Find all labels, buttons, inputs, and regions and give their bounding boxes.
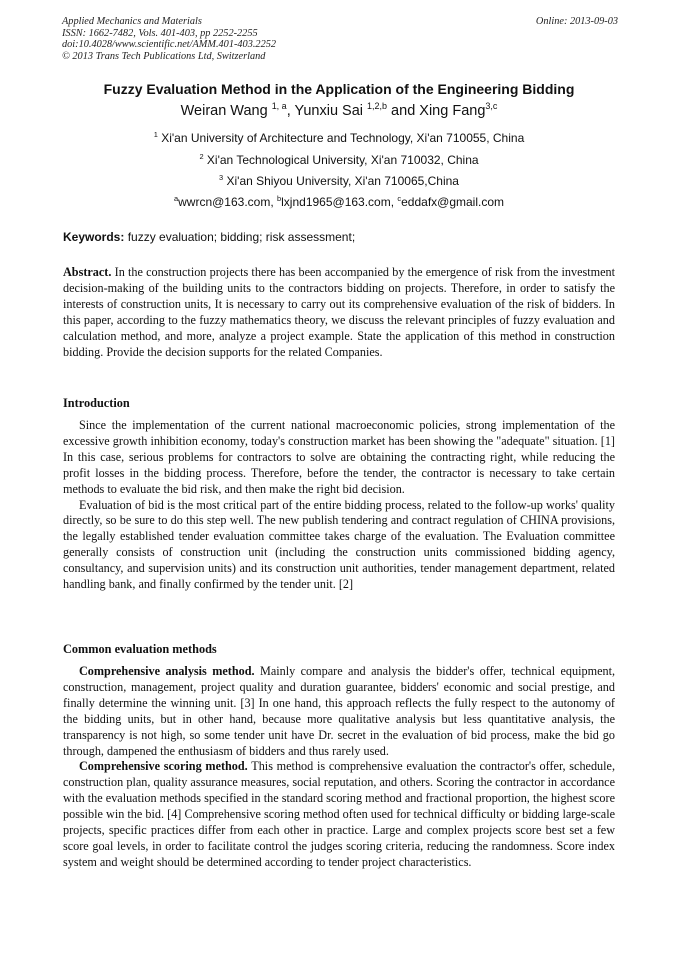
email-sup: c xyxy=(397,194,402,203)
email-sup: a xyxy=(173,194,179,203)
author-sup: 1,2,b xyxy=(367,101,388,112)
keywords xyxy=(63,230,355,244)
doi-line[interactable]: doi:10.4028/www.scientific.net/AMM.401-403.2252 xyxy=(62,39,277,50)
author-sup: 3,c xyxy=(485,101,498,112)
author-sup: 1, a xyxy=(271,101,287,112)
keywords-label: Keywords: xyxy=(63,230,125,244)
journal-name: Applied Mechanics and Materials xyxy=(62,16,202,27)
email-link[interactable]: eddafx@gmail.com xyxy=(401,195,505,209)
author-and: and xyxy=(387,103,420,119)
intro-paragraph-1: Since the implementation of the current national macroeconomic policies, strong implementation of the excessive growth inhibition economy, today's construction market has been showing the "adequate" situation. [1] In this case, serious problems for contractors to solve are obtaining the contracting right, while reducing the profit losses in the bidding process. Therefore, before the tender, the contractor is necessary to take certain methods to evaluate the bid risk, and then make the right bid decision. xyxy=(63,418,615,496)
keywords-text: fuzzy evaluation; bidding; risk assessment; xyxy=(127,230,356,244)
section-heading-introduction: Introduction xyxy=(63,396,130,410)
email-link[interactable]: lxjnd1965@163.com xyxy=(281,195,391,209)
intro-paragraph-2: Evaluation of bid is the most critical part of the entire bidding process, related to the follow-up works' quality directly, so be sure to do this step well. The new publish tendering and contract regulation of CHINA provisions, the legally established tender evaluation committee takes charge of the evaluation. The Evaluation committee generally consists of construction unit (including the construction units commissioned bidding agency, consultancy, and supervision units) and its construction unit authorities, tender management department, related handling bank, and finally confirmed by the tender unit. [2] xyxy=(63,497,615,592)
email-list: $^a$wwrcn@163.com, $^b$lxjnd1965@163.com, $^c$eddafx@gmail.com xyxy=(173,194,505,209)
affiliation-text: Xi'an University of Architecture and Technology, Xi'an 710055, China xyxy=(161,131,525,145)
email-link[interactable]: wwrcn@163.com xyxy=(178,195,271,209)
method-paragraph-2 xyxy=(63,759,615,870)
method-2-text: This method is comprehensive evaluation the contractor's offer, schedule, construction plan, quality assurance measures, social reputation, and others. Scoring the contractor in accordance with the evaluation methods specified in the standard scoring method and fractional proportion, the highest score possible win the bid. [4] Comprehensive scoring method often used for technical difficulty or bidding large-scale projects, specific practices differ from each other in practice. Large and complex projects score best set a few score goal levels, in order to facilitate control the judges scoring criteria, reducing the randomness. Score index system and weight should be determined according to tender project characteristics. xyxy=(63,759,615,869)
section-heading-methods: Common evaluation methods xyxy=(63,642,217,656)
affiliation-sup: 2 xyxy=(199,152,204,161)
email-sup: b xyxy=(277,194,282,203)
author-list xyxy=(0,103,678,119)
method-paragraph-1 xyxy=(63,664,615,759)
affiliation-sup: 3 xyxy=(219,173,224,182)
paper-title: Fuzzy Evaluation Method in the Application of the Engineering Bidding xyxy=(103,81,575,97)
author-name: Weiran Wang xyxy=(180,103,268,119)
method-1-label: Comprehensive analysis method. xyxy=(79,664,255,678)
affiliation-text: Xi'an Shiyou University, Xi'an 710065,China xyxy=(226,174,459,188)
copyright-line: © 2013 Trans Tech Publications Ltd, Switzerland xyxy=(62,50,266,62)
abstract xyxy=(63,265,615,360)
author-separator: , xyxy=(286,103,295,119)
abstract-label: Abstract. xyxy=(63,265,112,279)
journal-header xyxy=(62,16,618,62)
affiliation-sup: 1 xyxy=(153,130,158,139)
author-name: Yunxiu Sai xyxy=(294,103,364,119)
issn-line: ISSN: 1662-7482, Vols. 401-403, pp 2252-2255 xyxy=(62,27,258,39)
introduction-body xyxy=(63,418,615,593)
methods-body xyxy=(63,664,615,871)
affiliation xyxy=(0,174,678,188)
method-2-label: Comprehensive scoring method. xyxy=(79,759,248,774)
affiliation xyxy=(0,153,678,167)
method-1-text: Mainly compare and analysis the bidder's offer, technical equipment, construction, management, project quality and duration guarantee, bidders' economic and social prestige, and finally determine the winning unit. [3] In one hand, this approach reflects the fully respect to the autonomy of the bidding units, but in other hand, because more qualitative analysis but less quantitative analysis, the transparency is not high, so some tender unit have Dr. secret in the evaluation of bid process, make the bid go through, dampened the enthusiasm of bidders and thus rarely used. xyxy=(63,664,616,758)
online-date: Online: 2013-09-03 xyxy=(535,16,618,27)
affiliation-text: Xi'an Technological University, Xi'an 710032, China xyxy=(206,153,479,167)
abstract-text: In the construction projects there has been accompanied by the emergence of risk from the investment decision-making of the building units to the contractors bidding on projects. Therefore, in order to satisfy the interests of construction units, It is necessary to carry out its comprehensive evaluation of the risk of bidders. In this paper, according to the fuzzy mathematics theory, we discuss the relevant principles of fuzzy evaluation and calculation method, and more, analyze a project example. State the application of this method in construction bidding. Provide the decision supports for the related Companies. xyxy=(63,265,616,359)
author-name: Xing Fang xyxy=(419,103,486,119)
affiliation xyxy=(0,131,678,145)
